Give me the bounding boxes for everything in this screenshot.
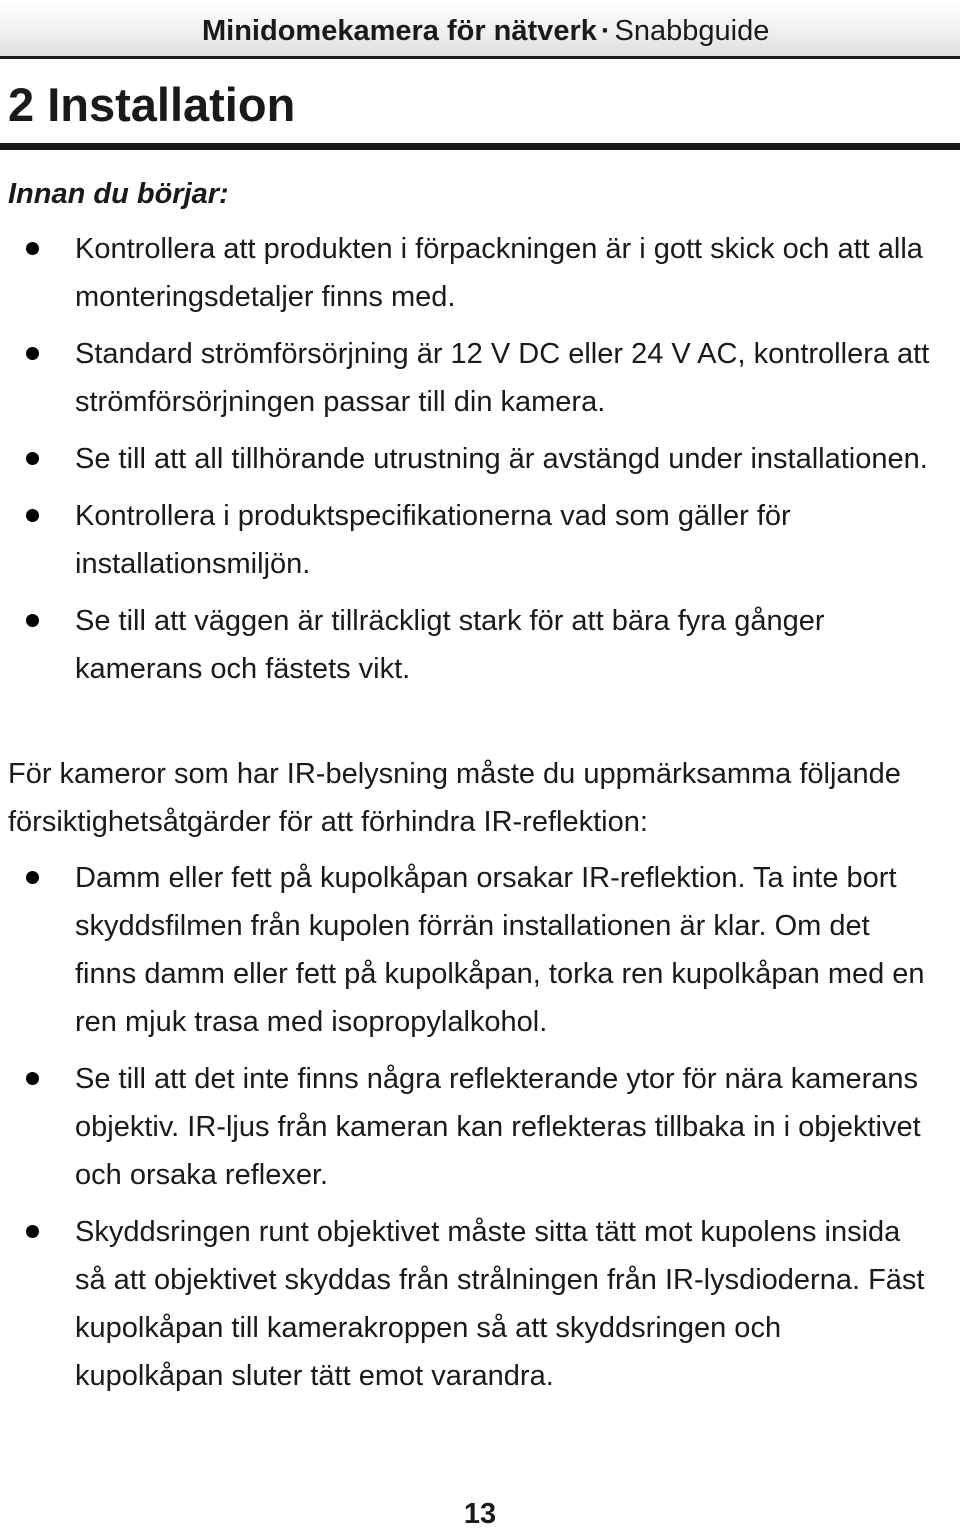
- header-title: [202, 13, 769, 49]
- before-heading: Innan du börjar:: [8, 178, 229, 210]
- list-item-text: Standard strömförsörjning är 12 V DC eller 24 V AC, kontrollera att strömförsörjningen passar till din kamera.: [75, 338, 930, 418]
- bullet-icon: [26, 509, 39, 522]
- list-item: [0, 1208, 935, 1400]
- list-item: [0, 854, 935, 1046]
- list-item-text: Skyddsringen runt objektivet måste sitta tätt mot kupolens insida så att objektivet skyddas från strålningen från IR-lysdioderna. Fäst kupolkåpan till kamerakroppen så att skyddsringen och kupolkåpan sluter tätt emot varandra.: [75, 1216, 925, 1392]
- bullet-icon: [26, 614, 39, 627]
- header-product: Minidomekamera för nätverk: [202, 15, 597, 47]
- bullet-icon: [26, 1072, 39, 1085]
- bullet-icon: [26, 452, 39, 465]
- list-item-text: Se till att väggen är tillräckligt stark för att bära fyra gånger kamerans och fästets vikt.: [75, 605, 825, 685]
- list-item-text: Damm eller fett på kupolkåpan orsakar IR-reflektion. Ta inte bort skyddsfilmen från kupolen förrän installationen är klar. Om det finns damm eller fett på kupolkåpan, torka ren kupolkåpan med en ren mjuk trasa med isopropylalkohol.: [75, 862, 925, 1038]
- list-item-text: Kontrollera att produkten i förpackningen är i gott skick och att alla monteringsdetaljer finns med.: [75, 233, 923, 313]
- list-item-text: Kontrollera i produktspecifikationerna vad som gäller för installationsmiljön.: [75, 500, 791, 580]
- list-item-text: Se till att det inte finns några reflekterande ytor för nära kamerans objektiv. IR-ljus från kameran kan reflekteras tillbaka in i objektivet och orsaka reflexer.: [75, 1063, 921, 1191]
- page-number: 13: [463, 1498, 497, 1530]
- header-guide: Snabbguide: [614, 15, 770, 47]
- bullet-icon: [26, 347, 39, 360]
- section-title: 2 Installation: [8, 78, 296, 131]
- list-item-text: Se till att all tillhörande utrustning är avstängd under installationen.: [75, 443, 928, 475]
- list-item: [0, 1055, 935, 1199]
- list-item: [0, 435, 935, 483]
- ir-list: [0, 854, 935, 1409]
- before-list: [0, 225, 935, 702]
- list-item: [0, 330, 935, 426]
- list-item: [0, 492, 935, 588]
- bullet-icon: [26, 1225, 39, 1238]
- page-header: [0, 0, 960, 58]
- header-divider: [0, 56, 960, 59]
- list-item: [0, 597, 935, 693]
- list-item: [0, 225, 935, 321]
- ir-intro-paragraph: För kameror som har IR-belysning måste du uppmärksamma följande försiktighetsåtgärder för att förhindra IR-reflektion:: [8, 758, 901, 838]
- title-divider: [0, 143, 960, 150]
- bullet-icon: [26, 242, 39, 255]
- bullet-icon: [26, 871, 39, 884]
- header-separator: ·: [600, 15, 611, 47]
